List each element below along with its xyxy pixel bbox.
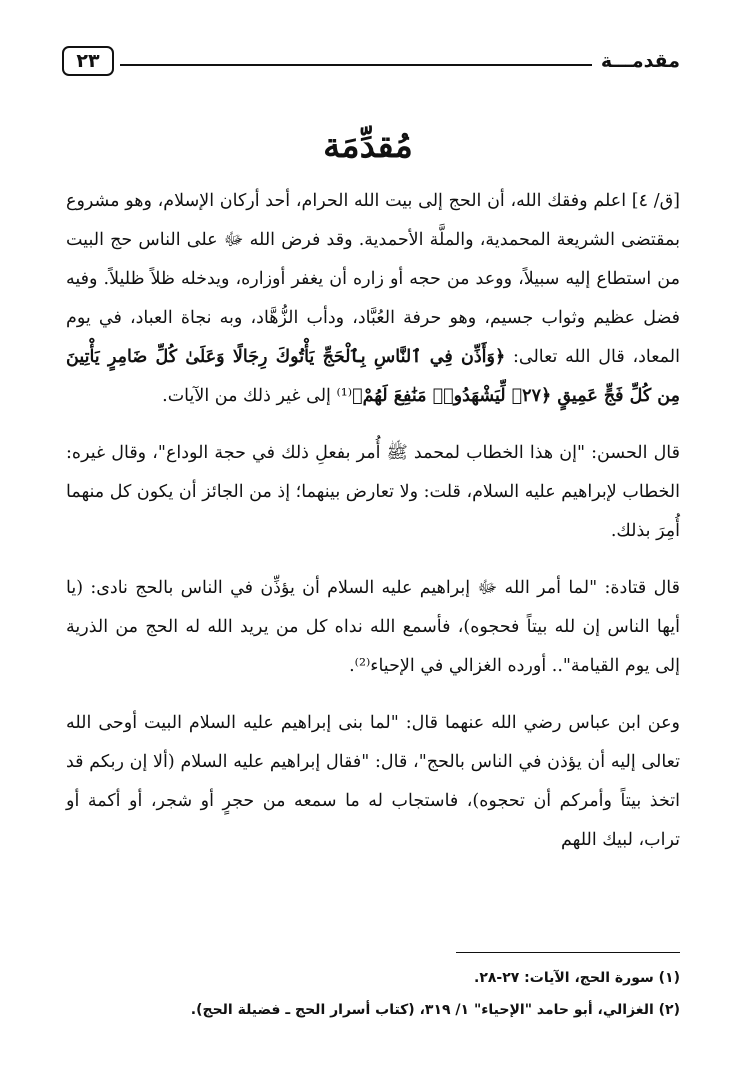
running-header: [62, 46, 680, 80]
paragraph: قال الحسن: "إن هذا الخطاب لمحمد ﷺ أُمر بفعلِ ذلك في حجة الوداع"، وقال غيره: الخطاب لإبراهيم عليه السلام، قلت: ولا تعارض بينهما؛ إذ من الجائز أن يكون كل منهما أُمِرَ بذلك.: [66, 443, 680, 541]
footnote: (١) سورة الحج، الآيات: ٢٧-٢٨.: [473, 970, 680, 986]
header-rule: [120, 64, 592, 66]
quran-verse: ﴿وَأَذِّن فِي ٱلنَّاسِ بِٱلْحَجِّ يَأْتُوكَ رِجَالًا وَعَلَىٰ كُلِّ ضَامِرٍ يَأْتِينَ مِن كُلِّ فَجٍّ عَمِيقٍ ﴿٢٧﴾ لِّيَشْهَدُوا۟ مَنَٰفِعَ لَهُمْ﴾: [66, 347, 680, 406]
body-text: [66, 182, 680, 878]
section-title: مقدمـــة: [600, 50, 680, 72]
footnote-rule: [456, 952, 680, 953]
footnotes: [66, 962, 680, 1026]
page-number: ٢٣: [62, 46, 114, 76]
paragraph-tail: ⁽¹⁾ إلى غير ذلك من الآيات.: [162, 386, 353, 406]
paragraph-text: [ق/ ٤] اعلم وفقك الله، أن الحج إلى بيت الله الحرام، أحد أركان الإسلام، وهو مشروع بمقتضى الشريعة المحمدية، والملَّة الأحمدية. وقد فرض الله ﷻ على الناس حج البيت من استطاع إليه سبيلاً، ووعد من حجه أو زاره أن يغفر أوزاره، ويدخله ظلاً ظليلاً. وفيه فضل عظيم وثواب جسيم، وهو حرفة العُبَّاد، ودأب الزُّهَّاد، وبه نجاة العباد، في يوم المعاد، قال الله تعالى:: [66, 191, 680, 367]
footnote: (٢) الغزالي، أبو حامد "الإحياء" ١/ ٣١٩، (كتاب أسرار الحج ـ فضيلة الحج).: [190, 1002, 680, 1018]
paragraph: قال قتادة: "لما أمر الله ﷻ إبراهيم عليه السلام أن يؤذِّن في الناس بالحج نادى: (يا أيها الناس إن لله بيتاً فحجوه)، فأسمع الله نداه كل من يريد الله له الحج من الذرية إلى يوم القيامة".. أورده الغزالي في الإحياء⁽²⁾.: [66, 578, 680, 676]
paragraph: [66, 182, 680, 416]
chapter-title: مُقدِّمَة: [323, 126, 413, 166]
paragraph: وعن ابن عباس رضي الله عنهما قال: "لما بنى إبراهيم عليه السلام البيت أوحى الله تعالى إليه أن يؤذن في الناس بالحج"، قال: "فقال إبراهيم عليه السلام (ألا إن ربكم قد اتخذ بيتاً وأمركم أن تحجوه)، فاستجاب له ما سمعه من حجرٍ أو شجر، أو أكمة أو تراب، لبيك اللهم: [66, 713, 680, 850]
